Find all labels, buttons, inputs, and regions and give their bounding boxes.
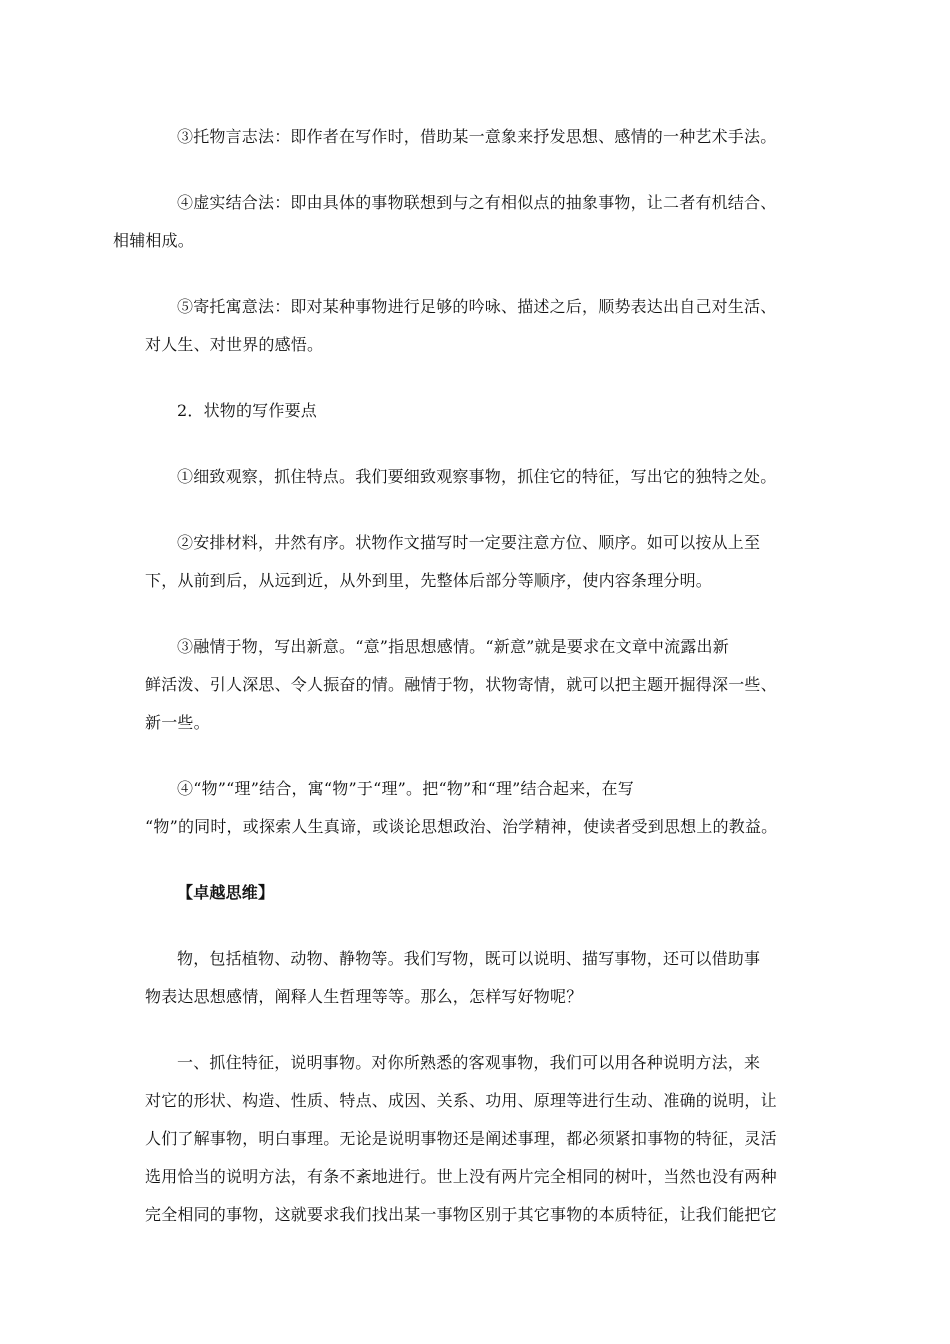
section-label: [145, 874, 817, 912]
paragraph-method-5: [145, 288, 817, 364]
text-line: 对人生、对世界的感悟。: [145, 335, 324, 354]
text-line: 完全相同的事物，这就要求我们找出某一事物区别于其它事物的本质特征，让我们能把它: [145, 1205, 777, 1224]
paragraph-part-1: [145, 1044, 817, 1234]
text-line: 人们了解事物，明白事理。无论是说明事物还是阐述事理，都必须紧扣事物的特征，灵活: [145, 1129, 777, 1148]
text-line: “物”的同时，或探索人生真谛，或谈论思想政治、治学精神，使读者受到思想上的教益。: [145, 817, 778, 836]
text-line: ⑤寄托寓意法：即对某种事物进行足够的吟咏、描述之后，顺势表达出自己对生活、: [177, 297, 777, 316]
paragraph-point-4: [145, 770, 817, 846]
text-line: 新一些。: [145, 713, 210, 732]
text-line: 物表达思想感情，阐释人生哲理等等。那么，怎样写好物呢？: [145, 987, 583, 1006]
text-line: ④“物”“理”结合，寓“物”于“理”。把“物”和“理”结合起来，在写: [177, 779, 634, 798]
text-line: 相辅相成。: [113, 231, 195, 250]
text-line: ④虚实结合法：即由具体的事物联想到与之有相似点的抽象事物，让二者有机结合、: [177, 193, 777, 212]
text-line: 物，包括植物、动物、静物等。我们写物，既可以说明、描写事物，还可以借助事: [177, 949, 761, 968]
text-line: 一、抓住特征，说明事物。对你所熟悉的客观事物，我们可以用各种说明方法，来: [177, 1053, 761, 1072]
paragraph-intro: [145, 940, 817, 1016]
paragraph-point-1: [145, 458, 817, 496]
text-line: 2．状物的写作要点: [177, 401, 317, 420]
text-line: ①细致观察，抓住特点。我们要细致观察事物，抓住它的特征，写出它的独特之处。: [177, 467, 777, 486]
text-line: 下，从前到后，从远到近，从外到里，先整体后部分等顺序，使内容条理分明。: [145, 571, 713, 590]
paragraph-method-4: [113, 184, 817, 260]
text-line: ③融情于物，写出新意。“意”指思想感情。“新意”就是要求在文章中流露出新: [177, 637, 729, 656]
section-heading: [145, 392, 817, 430]
text-line: 对它的形状、构造、性质、特点、成因、关系、功用、原理等进行生动、准确的说明，让: [145, 1091, 777, 1110]
text-line: ③托物言志法：即作者在写作时，借助某一意象来抒发思想、感情的一种艺术手法。: [177, 127, 777, 146]
paragraph-point-3: [145, 628, 817, 742]
text-line: 鲜活泼、引人深思、令人振奋的情。融情于物，状物寄情，就可以把主题开掘得深一些、: [145, 675, 777, 694]
text-line: 【卓越思维】: [177, 883, 275, 902]
document-body: [113, 118, 817, 1234]
text-line: ②安排材料，井然有序。状物作文描写时一定要注意方位、顺序。如可以按从上至: [177, 533, 761, 552]
text-line: 选用恰当的说明方法，有条不紊地进行。世上没有两片完全相同的树叶，当然也没有两种: [145, 1167, 777, 1186]
paragraph-method-3: [145, 118, 817, 156]
paragraph-point-2: [145, 524, 817, 600]
